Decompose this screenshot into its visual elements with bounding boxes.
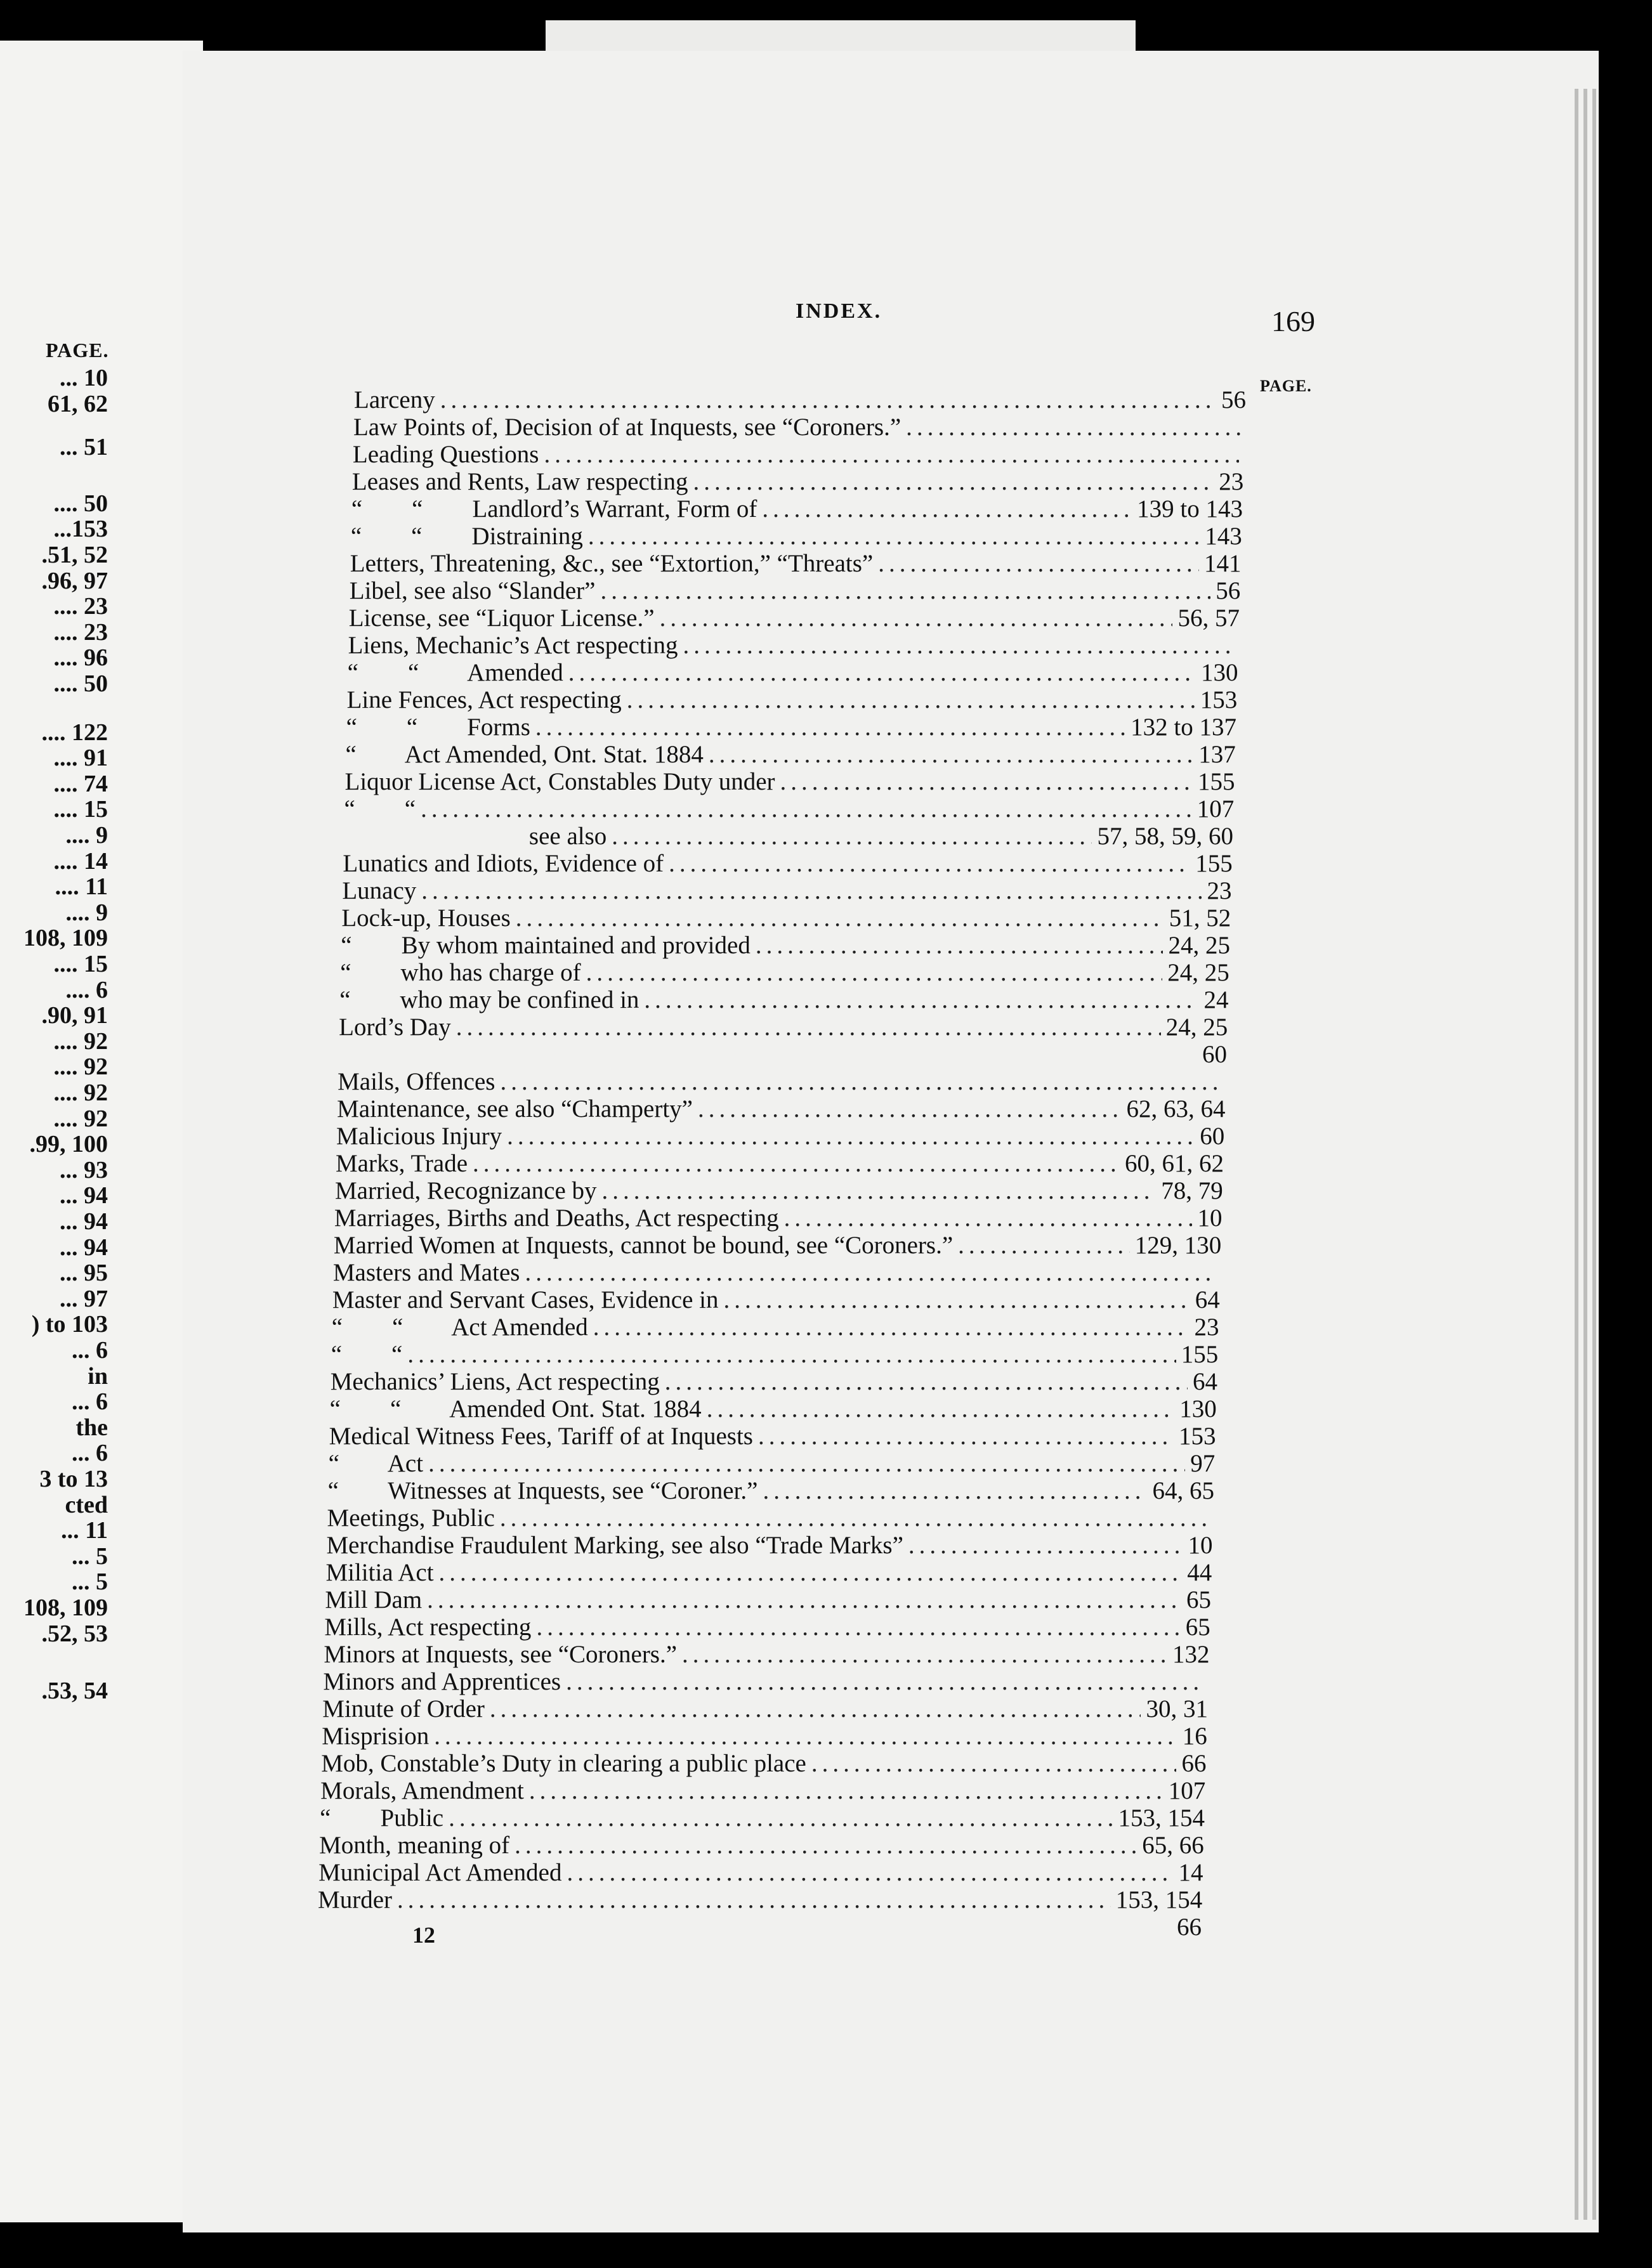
entry-title: Malicious Injury — [336, 1123, 502, 1150]
entry-title: Lunacy — [342, 877, 417, 904]
index-entry — [349, 604, 1240, 633]
leader-dots — [612, 822, 1092, 850]
left-page-row: ... 97 — [60, 1285, 108, 1312]
entry-page: 155 — [1195, 850, 1233, 877]
leader-dots — [544, 440, 1239, 469]
index-entry — [343, 849, 1232, 878]
entry-page: 132 — [1172, 1641, 1210, 1668]
index-entry — [328, 1476, 1214, 1506]
index-entry — [322, 1722, 1207, 1751]
index-entry — [331, 1367, 1217, 1397]
entry-title: Larceny — [354, 386, 435, 414]
left-page-row: .... 92 — [53, 1053, 108, 1081]
index-entry — [343, 822, 1233, 851]
left-page-row: .... 9 — [65, 899, 108, 926]
entry-page: 66 — [1177, 1913, 1202, 1941]
entry-page: 107 — [1168, 1777, 1206, 1804]
entry-page: 64, 65 — [1152, 1477, 1214, 1504]
left-page-row: ) to 103 — [31, 1311, 108, 1338]
entry-title: “ who may be confined in — [339, 986, 639, 1013]
leader-dots — [421, 877, 1202, 905]
leader-dots — [763, 1476, 1147, 1505]
entry-title: “ Act — [328, 1450, 424, 1477]
index-entry — [334, 1204, 1223, 1233]
leader-dots — [683, 631, 1234, 660]
index-entry — [336, 1149, 1224, 1178]
leader-dots — [525, 1258, 1216, 1287]
entry-title: “ “ — [344, 795, 416, 823]
leader-dots — [600, 577, 1210, 605]
page-edge — [1575, 89, 1578, 2220]
index-entry — [345, 767, 1235, 797]
signature-mark: 12 — [412, 1922, 435, 1948]
leader-dots — [660, 604, 1173, 632]
entry-page: 66 — [1181, 1750, 1207, 1777]
page-column-header: PAGE. — [1260, 377, 1312, 395]
index-entry — [341, 931, 1230, 960]
index-entry — [321, 1749, 1206, 1778]
entry-page: 137 — [1198, 741, 1236, 768]
entry-title: Law Points of, Decision of at Inquests, see “Coroners.” — [353, 414, 901, 441]
index-entry — [332, 1286, 1220, 1315]
left-page-row: .... 50 — [53, 490, 108, 517]
left-page-row: .... 15 — [53, 796, 108, 823]
entry-page: 78, 79 — [1161, 1177, 1223, 1204]
entry-page: 155 — [1181, 1341, 1219, 1368]
entry-page: 65 — [1185, 1613, 1210, 1641]
left-page-row: 108, 109 — [23, 1594, 108, 1621]
entry-page: 60 — [1200, 1123, 1225, 1150]
entry-title: Masters and Mates — [332, 1259, 520, 1286]
leader-dots — [586, 958, 1163, 987]
entry-title: Libel, see also “Slander” — [349, 577, 596, 604]
entry-page: 141 — [1203, 550, 1242, 577]
index-entry — [325, 1586, 1211, 1615]
entry-page: 143 — [1205, 523, 1242, 550]
leader-dots — [780, 767, 1193, 796]
left-page-row: ... 95 — [60, 1260, 108, 1287]
index-entry — [352, 467, 1243, 497]
left-page-row: .... 50 — [53, 670, 108, 697]
entry-title: Militia Act — [325, 1559, 434, 1586]
left-page-row: .... 122 — [41, 719, 108, 746]
leader-dots — [908, 1531, 1183, 1560]
entry-title: “ “ Distraining — [350, 523, 583, 550]
left-page-row: .99, 100 — [29, 1131, 108, 1158]
entry-page: 24, 25 — [1165, 1013, 1228, 1041]
entry-page: 65 — [1186, 1586, 1211, 1613]
entry-title: “ “ — [331, 1341, 403, 1368]
entry-title: “ Witnesses at Inquests, see “Coroner.” — [327, 1477, 758, 1504]
index-entry — [346, 740, 1236, 769]
index-entry — [348, 658, 1238, 688]
entry-page: 65, 66 — [1142, 1832, 1204, 1859]
entry-page: 16 — [1182, 1723, 1207, 1750]
left-page-row: ... 6 — [72, 1337, 108, 1364]
index-entry — [333, 1258, 1221, 1287]
index-entry — [320, 1776, 1205, 1806]
index-entry — [347, 686, 1238, 715]
page-edge — [1592, 89, 1596, 2220]
leader-dots — [449, 1804, 1113, 1832]
entry-title: Mills, Act respecting — [324, 1613, 532, 1641]
leader-dots — [428, 1449, 1185, 1478]
entry-page: 24, 25 — [1168, 932, 1230, 959]
index-entry — [331, 1340, 1219, 1369]
leader-dots — [500, 1067, 1221, 1096]
leader-dots — [529, 1776, 1164, 1805]
index-entry — [324, 1640, 1209, 1669]
left-page-row: ... 94 — [60, 1182, 108, 1209]
entry-title: Leading Questions — [352, 441, 539, 468]
leader-dots — [669, 849, 1190, 878]
entry-title: Line Fences, Act respecting — [346, 686, 622, 714]
leader-dots — [758, 1422, 1174, 1450]
leader-dots — [490, 1695, 1141, 1723]
leader-dots — [811, 1749, 1177, 1778]
leader-dots — [473, 1149, 1120, 1178]
leader-dots — [707, 1395, 1175, 1423]
leader-dots — [723, 1286, 1190, 1314]
entry-title: License, see “Liquor License.” — [348, 604, 655, 632]
entry-title: Meetings, Public — [327, 1504, 495, 1532]
leader-dots — [756, 931, 1164, 960]
entry-title: Morals, Amendment — [320, 1777, 524, 1804]
entry-page: 56, 57 — [1177, 604, 1240, 632]
index-entry — [339, 1013, 1228, 1042]
entry-title: “ “ Forms — [346, 714, 530, 741]
left-page-row: 61, 62 — [48, 390, 108, 417]
leader-dots — [567, 1858, 1174, 1887]
entry-page: 153 — [1200, 686, 1238, 714]
leader-dots — [515, 1831, 1137, 1860]
leader-dots — [784, 1204, 1193, 1232]
index-entry — [325, 1558, 1212, 1587]
entry-page: 51, 52 — [1169, 904, 1231, 932]
entry-page: 23 — [1219, 468, 1244, 495]
index-entry — [329, 1422, 1216, 1451]
entry-page: 139 to 143 — [1137, 495, 1243, 523]
entry-title: Leases and Rents, Law respecting — [351, 468, 688, 495]
left-page-row: in — [88, 1362, 108, 1390]
left-page-row: .... 74 — [53, 770, 108, 797]
entry-page: 97 — [1190, 1450, 1216, 1477]
entry-page: 23 — [1194, 1313, 1219, 1341]
left-page-row: ... 51 — [60, 434, 108, 461]
index-entry — [327, 1504, 1214, 1533]
left-page-row: .... 15 — [53, 951, 108, 977]
index-entry — [339, 986, 1228, 1015]
leader-dots — [566, 1667, 1203, 1696]
index-entry — [353, 440, 1245, 469]
index-entry — [341, 904, 1231, 933]
index-entry — [351, 522, 1242, 551]
leader-dots — [456, 1013, 1161, 1041]
index-entry — [350, 577, 1241, 606]
index-entry — [327, 1531, 1213, 1560]
leader-dots — [397, 1886, 1111, 1914]
entry-page: 24, 25 — [1167, 959, 1229, 986]
entry-page: 64 — [1192, 1368, 1217, 1395]
entry-title: Mails, Offences — [338, 1068, 495, 1095]
entry-title: Master and Servant Cases, Evidence in — [332, 1286, 719, 1313]
running-head: INDEX. — [796, 299, 882, 323]
left-page-row: ... 5 — [72, 1542, 108, 1570]
index-entry — [329, 1449, 1216, 1478]
index-entry — [323, 1667, 1209, 1697]
entry-title: “ “ Landlord’s Warrant, Form of — [351, 495, 757, 523]
index-entry — [318, 1858, 1203, 1887]
left-page-row: .52, 53 — [41, 1620, 108, 1647]
left-page-row: .... 9 — [65, 822, 108, 849]
leader-dots — [958, 1231, 1130, 1260]
entry-page: 153 — [1178, 1423, 1216, 1450]
left-page-row: .96, 97 — [41, 567, 108, 594]
entry-page: 14 — [1178, 1859, 1203, 1886]
index-entry — [340, 958, 1229, 987]
entry-page: 30, 31 — [1146, 1695, 1208, 1723]
entry-title: Minors at Inquests, see “Coroners.” — [324, 1641, 678, 1668]
entry-page: 56 — [1221, 386, 1246, 414]
left-page-row: .90, 91 — [41, 1002, 108, 1029]
entry-title: “ “ Act Amended — [331, 1313, 588, 1341]
entry-title: Married, Recognizance by — [334, 1177, 597, 1204]
index-entry — [348, 631, 1239, 660]
left-page-row: .53, 54 — [41, 1678, 108, 1705]
entry-title: “ Public — [320, 1804, 444, 1832]
index-entry — [324, 1613, 1210, 1642]
page-edge — [1583, 89, 1587, 2220]
leader-dots — [434, 1722, 1177, 1750]
entry-title: Minute of Order — [322, 1695, 485, 1723]
entry-title: “ “ Amended Ont. Stat. 1884 — [329, 1395, 702, 1423]
leader-dots — [906, 413, 1240, 441]
left-page-row: ... 6 — [72, 1388, 108, 1416]
entry-page: 62, 63, 64 — [1126, 1095, 1226, 1123]
entry-title: see also — [343, 823, 607, 850]
entry-title: “ “ Amended — [347, 659, 563, 686]
entry-title: Murder — [318, 1886, 392, 1913]
leader-dots — [878, 549, 1199, 578]
index-entry — [342, 877, 1231, 906]
entry-page: 130 — [1179, 1395, 1217, 1423]
entry-title: Lunatics and Idiots, Evidence of — [343, 850, 664, 877]
index-entry — [318, 1886, 1202, 1915]
left-page-row: .... 11 — [55, 873, 108, 901]
leader-dots — [516, 904, 1164, 932]
index-entry — [317, 1913, 1202, 1942]
left-page-row: .... 23 — [53, 593, 108, 620]
entry-title: Liens, Mechanic’s Act respecting — [348, 632, 678, 659]
left-page-row: .... 91 — [53, 745, 108, 772]
entry-page: 64 — [1195, 1286, 1220, 1313]
entry-page: 56 — [1216, 577, 1241, 604]
entry-title: Mechanics’ Liens, Act respecting — [330, 1368, 660, 1395]
leader-dots — [693, 467, 1214, 496]
index-entry — [351, 495, 1243, 524]
index-entry — [334, 1231, 1221, 1260]
entry-page: 10 — [1197, 1204, 1223, 1232]
entry-title: Lock-up, Houses — [341, 904, 511, 932]
entry-title: Maintenance, see also “Champerty” — [337, 1095, 693, 1123]
left-column-header: PAGE. — [46, 339, 109, 362]
entry-title: Medical Witness Fees, Tariff of at Inquests — [329, 1423, 753, 1450]
leader-dots — [644, 986, 1198, 1014]
leader-dots — [440, 386, 1216, 414]
leader-dots — [535, 713, 1125, 741]
index-entry — [332, 1313, 1219, 1342]
entry-title: Mob, Constable’s Duty in clearing a public place — [321, 1750, 806, 1777]
leader-dots — [427, 1586, 1181, 1614]
leader-dots — [665, 1367, 1188, 1396]
leader-dots — [762, 495, 1132, 523]
left-page-row: .... 6 — [65, 976, 108, 1003]
leader-dots — [627, 686, 1195, 714]
index-entry — [330, 1395, 1217, 1424]
entry-title: Marks, Trade — [336, 1150, 468, 1177]
left-page-row: ... 6 — [72, 1440, 108, 1467]
index-entry — [335, 1176, 1223, 1206]
index-entry — [344, 795, 1234, 824]
leader-dots — [507, 1122, 1195, 1150]
entry-page: 60 — [1202, 1041, 1227, 1068]
entry-title: Minors and Apprentices — [323, 1668, 561, 1695]
page-number: 169 — [1271, 305, 1315, 337]
entry-title: Married Women at Inquests, cannot be bound, see “Coroners.” — [333, 1232, 954, 1259]
entry-page: 60, 61, 62 — [1125, 1150, 1224, 1177]
left-page-row: ... 11 — [61, 1517, 108, 1544]
entry-page: 107 — [1196, 795, 1235, 823]
left-page-row: .... 23 — [53, 618, 108, 646]
entry-page: 130 — [1200, 659, 1238, 686]
left-page-row: .51, 52 — [41, 542, 108, 568]
left-page-row: 108, 109 — [23, 925, 108, 952]
left-page-row: ... 5 — [72, 1568, 108, 1596]
entry-page: 132 to 137 — [1131, 714, 1236, 741]
entry-page: 57, 58, 59, 60 — [1097, 823, 1233, 850]
leader-dots — [439, 1558, 1183, 1587]
index-entry — [336, 1122, 1224, 1151]
entry-title: Letters, Threatening, &c., see “Extortion,” “Threats” — [350, 550, 874, 577]
leader-dots — [593, 1313, 1190, 1341]
entry-page: 23 — [1207, 877, 1232, 904]
index-entry — [320, 1804, 1205, 1833]
entry-page: 44 — [1187, 1559, 1212, 1586]
entry-page: 24 — [1203, 986, 1229, 1013]
index-entry — [353, 413, 1245, 442]
entry-title: Lord’s Day — [339, 1013, 451, 1041]
left-page-row: .... 14 — [53, 847, 108, 875]
index-entry — [354, 386, 1246, 415]
entry-title: Liquor License Act, Constables Duty under — [344, 768, 775, 795]
entry-page: 129, 130 — [1134, 1232, 1222, 1259]
index-entry — [346, 713, 1236, 742]
leader-dots — [536, 1613, 1180, 1641]
leader-dots — [698, 1095, 1121, 1123]
entry-page: 153, 154 — [1115, 1886, 1203, 1913]
left-page-row: 3 to 13 — [39, 1466, 108, 1492]
index-entry — [322, 1695, 1208, 1724]
leader-dots — [421, 795, 1192, 823]
index-entry — [338, 1067, 1226, 1097]
entry-title: Merchandise Fraudulent Marking, see also “Trade Marks” — [326, 1532, 903, 1559]
entry-title: Municipal Act Amended — [318, 1859, 562, 1886]
leader-dots — [588, 522, 1200, 551]
left-page-row: ... 93 — [60, 1156, 108, 1183]
index-entry — [319, 1831, 1204, 1860]
index-entry — [338, 1040, 1227, 1069]
left-page-row: ... 94 — [60, 1208, 108, 1235]
left-page-row: .... 96 — [53, 644, 108, 672]
left-page-row: ...153 — [53, 516, 108, 543]
left-page-row: .... 92 — [53, 1027, 108, 1055]
leader-dots — [602, 1176, 1157, 1205]
entry-title: “ who has charge of — [340, 959, 581, 986]
leader-dots — [709, 740, 1193, 769]
leader-dots — [682, 1640, 1167, 1669]
entry-page: 153, 154 — [1118, 1804, 1205, 1832]
left-page-row: the — [75, 1414, 108, 1441]
left-facing-page — [0, 41, 203, 2222]
entry-page: 155 — [1198, 768, 1235, 795]
left-page-row: .... 92 — [53, 1105, 108, 1132]
entry-title: Mill Dam — [325, 1586, 423, 1613]
index-page — [183, 51, 1599, 2232]
leader-dots — [568, 658, 1196, 687]
left-page-row: .... 92 — [53, 1079, 108, 1106]
entry-title: “ Act Amended, Ont. Stat. 1884 — [345, 741, 704, 768]
entry-title: Month, meaning of — [319, 1832, 510, 1859]
leader-dots — [500, 1504, 1209, 1532]
left-page-row: ... 10 — [60, 365, 108, 391]
entry-title: Misprision — [322, 1723, 429, 1750]
entry-title: “ By whom maintained and provided — [341, 932, 751, 959]
left-page-row: ... 94 — [60, 1234, 108, 1261]
index-entry — [350, 549, 1242, 578]
left-page-row: cted — [65, 1491, 108, 1518]
index-entry — [337, 1095, 1225, 1124]
entry-page: 10 — [1188, 1532, 1213, 1559]
entry-title: Marriages, Births and Deaths, Act respecting — [334, 1204, 779, 1232]
leader-dots — [407, 1340, 1176, 1369]
